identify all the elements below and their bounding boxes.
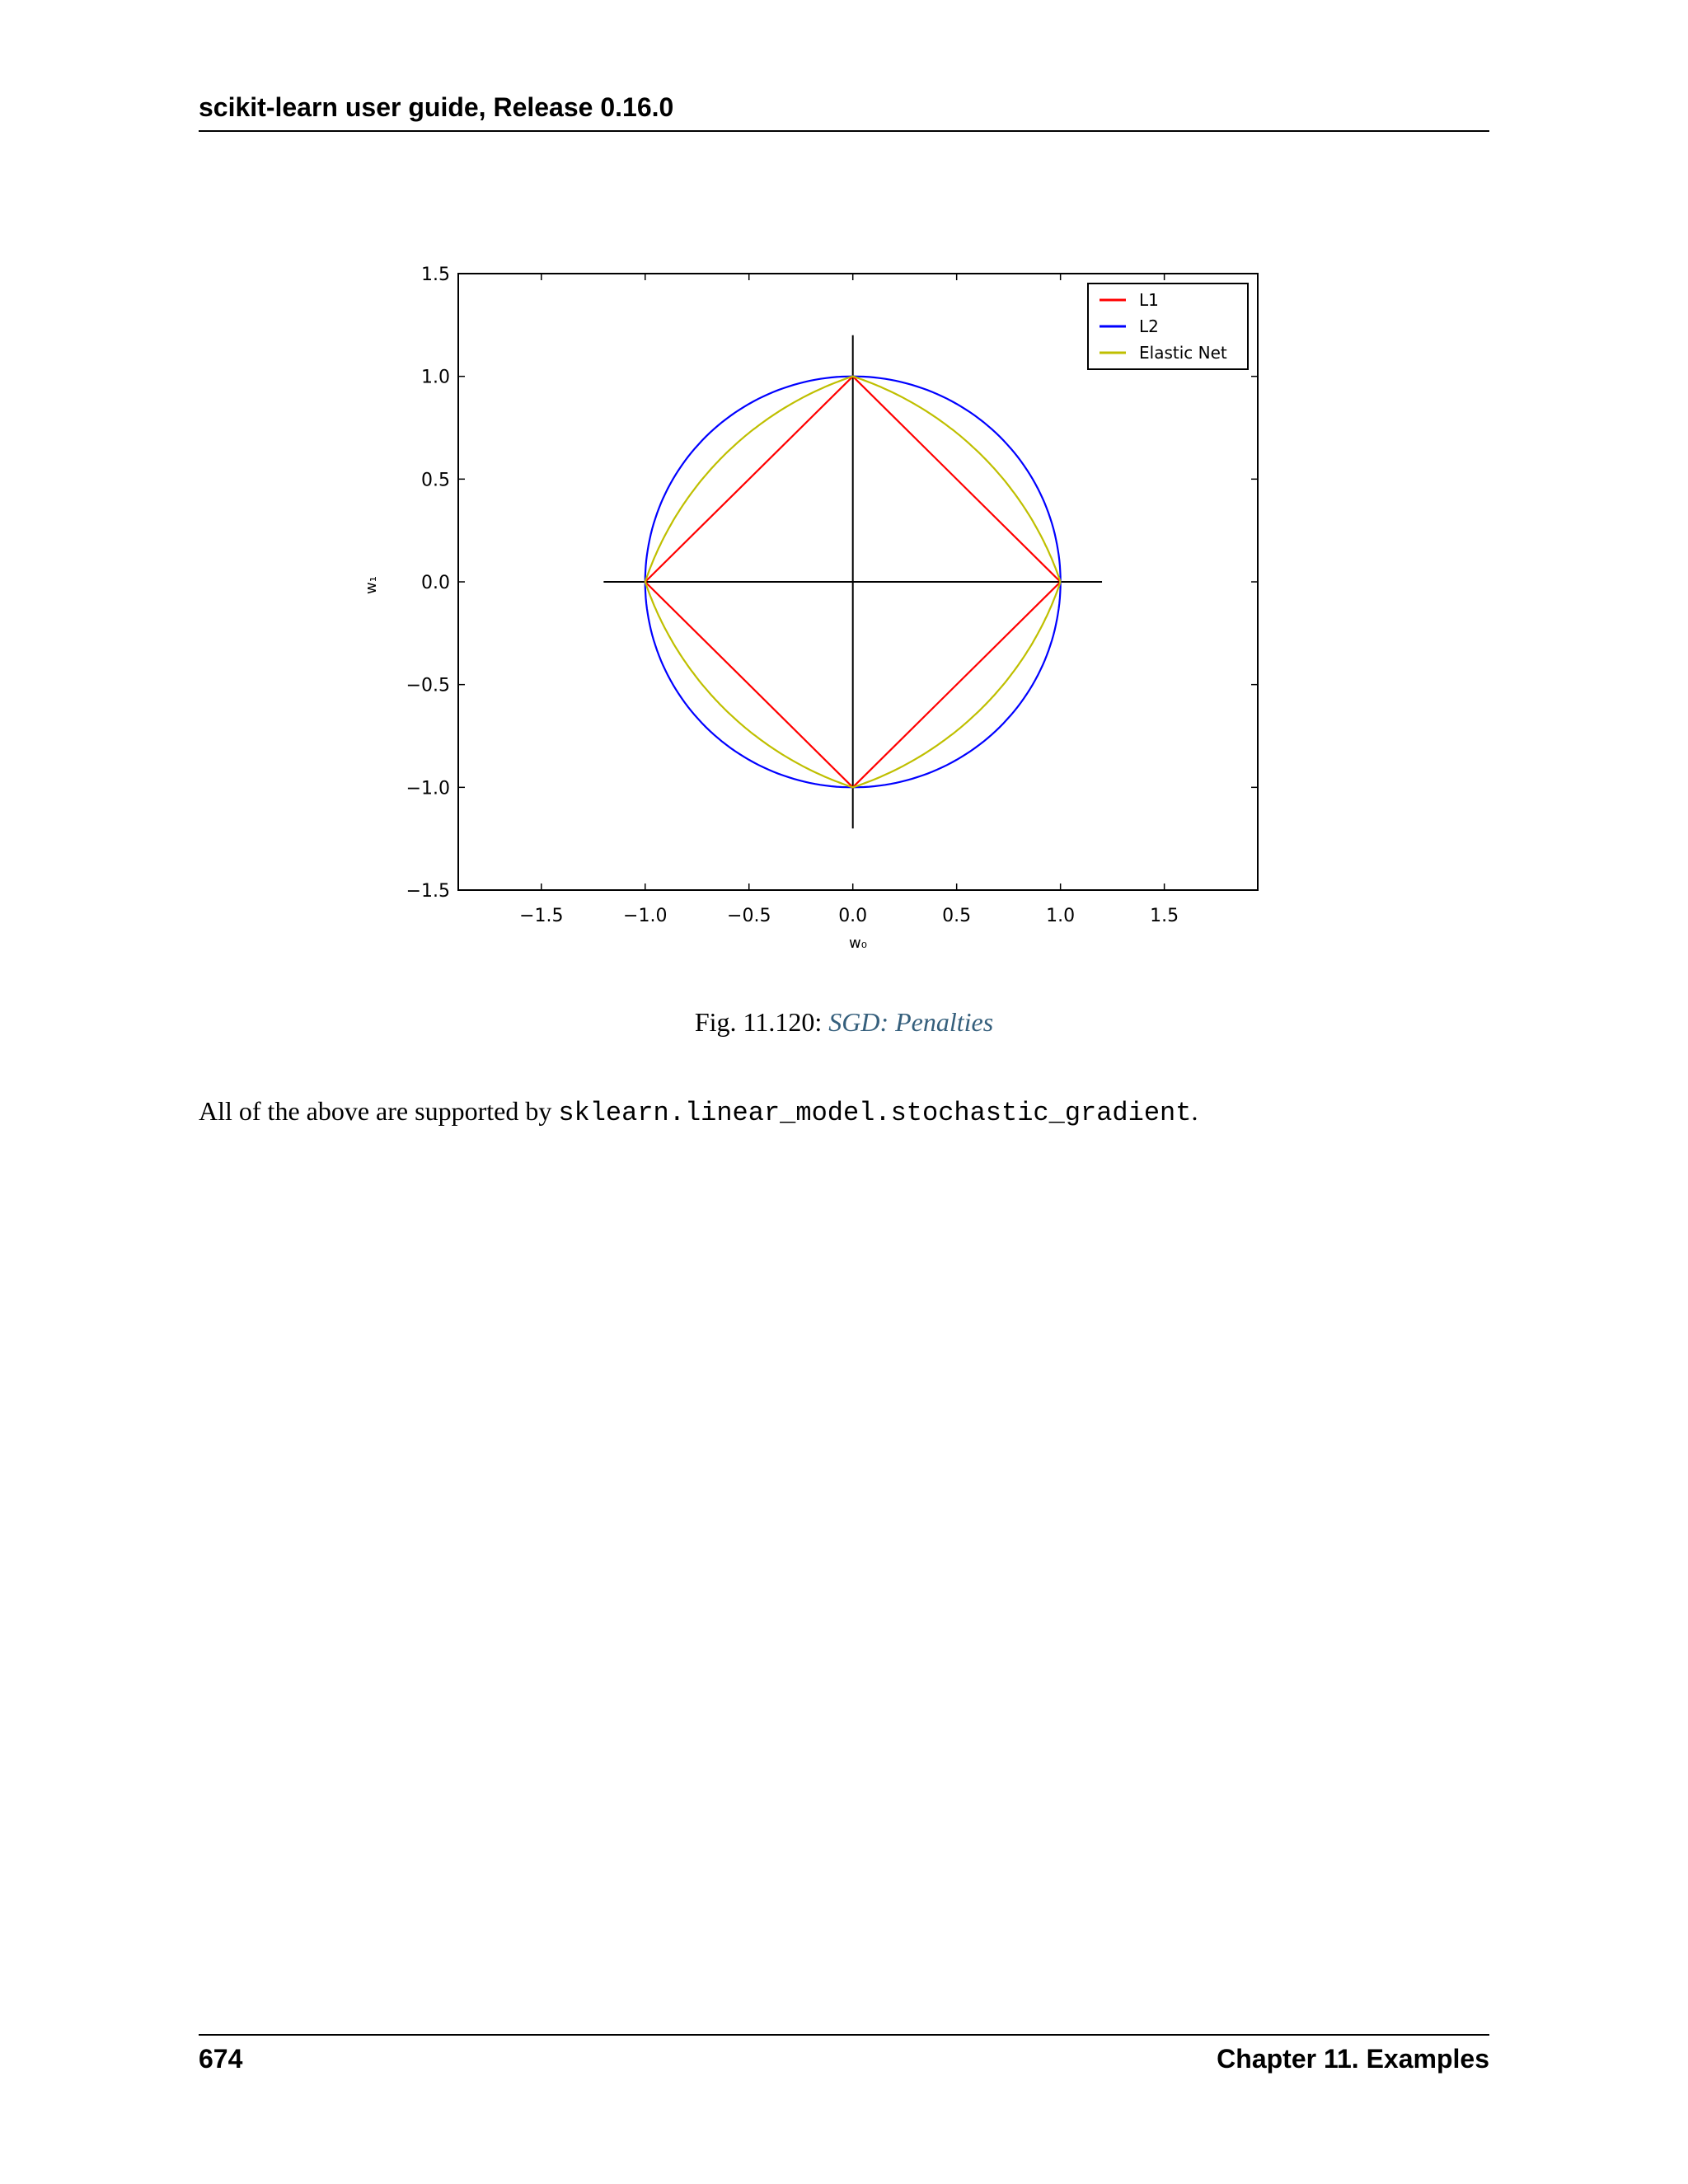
body-text-lead: All of the above are supported by [199,1096,559,1126]
penalties-chart [354,255,1302,964]
y-tick-label: 0.0 [421,573,450,593]
body-paragraph [199,1096,1198,1128]
caption-link[interactable]: SGD: Penalties [828,1007,994,1037]
y-tick-label: 0.5 [421,470,450,491]
y-axis-label: w₁ [363,576,380,594]
x-tick-label: 1.0 [1046,906,1076,926]
y-tick-label: −1.5 [406,881,450,902]
chapter-title: Chapter 11. Examples [1217,2044,1489,2074]
figure-caption [0,1007,1688,1038]
page-number: 674 [199,2044,243,2074]
x-axis-label: w₀ [849,935,867,952]
body-text-end: . [1191,1096,1198,1126]
x-tick-label: 0.5 [942,906,972,926]
caption-label: Fig. 11.120: [694,1007,829,1037]
y-tick-label: −1.0 [406,778,450,799]
running-head: scikit-learn user guide, Release 0.16.0 [199,92,674,122]
x-tick-label: 0.0 [838,906,868,926]
header-rule [199,130,1489,132]
y-tick-label: 1.5 [421,265,450,285]
y-tick-label: −0.5 [406,675,450,696]
legend-label: L1 [1139,290,1159,310]
footer-rule [199,2034,1489,2036]
y-tick-label: 1.0 [421,367,450,388]
x-tick-label: −1.0 [623,906,668,926]
x-tick-label: 1.5 [1150,906,1179,926]
module-code: sklearn.linear_model.stochastic_gradient [558,1098,1192,1128]
legend-label: Elastic Net [1139,343,1227,363]
x-tick-label: −0.5 [727,906,771,926]
x-tick-label: −1.5 [519,906,564,926]
legend-label: L2 [1139,316,1159,336]
